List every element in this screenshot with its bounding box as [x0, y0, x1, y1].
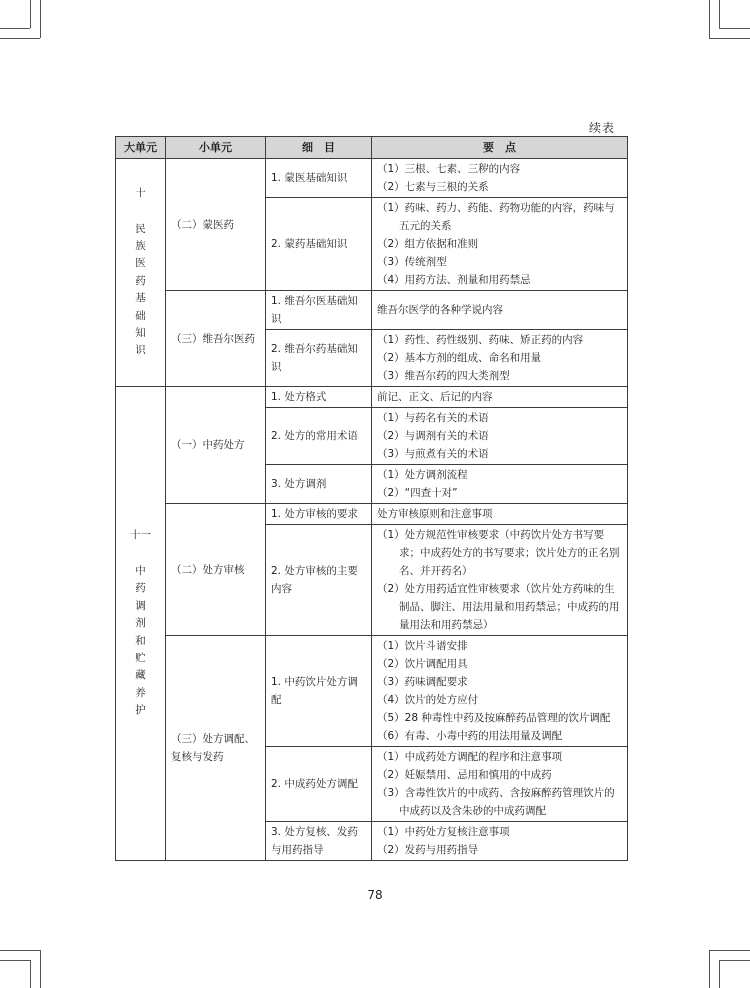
crop-mark: [719, 960, 750, 961]
key-points-cell: [372, 822, 628, 861]
sub-unit-cell: （一）中药处方: [166, 387, 266, 504]
key-points-cell: [372, 198, 628, 291]
crop-mark: [719, 28, 750, 29]
big-unit-char: 调: [135, 599, 146, 612]
key-points-cell: [372, 504, 628, 525]
key-point: （2）与调剂有关的术语: [377, 430, 489, 442]
key-point: （1）三根、七素、三秽的内容: [377, 163, 521, 175]
sub-unit-cell: （三）维吾尔医药: [166, 291, 266, 387]
big-unit-char: 藏: [135, 669, 146, 682]
big-unit-number: 十一: [130, 529, 151, 542]
key-point: （5）28 种毒性中药及按麻醉药品管理的饮片调配: [377, 712, 611, 724]
page-number: 78: [367, 888, 383, 902]
key-point: （3）含毒性饮片的中成药、含按麻醉药管理饮片的中成药以及含朱砂的中成药调配: [377, 787, 615, 817]
table-row: [116, 504, 628, 525]
big-unit-char: 族: [135, 239, 146, 252]
big-unit-cell: [116, 387, 166, 861]
key-point: （2）七素与三根的关系: [377, 181, 489, 193]
key-point: （1）药性、药性级别、药味、矫正药的内容: [377, 334, 584, 346]
crop-mark: [709, 950, 710, 988]
spacer: [116, 545, 165, 563]
key-point: （1）药味、药力、药能、药物功能的内容，药味与五元的关系: [377, 202, 615, 232]
crop-mark: [719, 0, 720, 28]
header-detail: 细 目: [266, 137, 372, 159]
big-unit-char: 医: [135, 257, 146, 270]
detail-cell: 3. 处方调剂: [266, 465, 372, 504]
table-row: [116, 159, 628, 198]
detail-cell: 1. 蒙医基础知识: [266, 159, 372, 198]
table-header-row: [116, 137, 628, 159]
crop-mark: [0, 960, 30, 961]
header-sub-unit: 小单元: [166, 137, 266, 159]
key-points-cell: [372, 465, 628, 504]
key-points-cell: [372, 159, 628, 198]
key-point: （2）“四查十对”: [377, 487, 458, 499]
crop-mark: [709, 38, 750, 39]
table-row: [116, 291, 628, 330]
big-unit-char: 药: [135, 582, 146, 595]
crop-mark: [0, 38, 40, 39]
big-unit-char: 识: [135, 344, 146, 357]
big-unit-char: 中: [135, 564, 146, 577]
detail-cell: 1. 处方格式: [266, 387, 372, 408]
sub-unit-cell: （二）蒙医药: [166, 159, 266, 291]
big-unit-char: 养: [135, 686, 146, 699]
big-unit-cell: [116, 159, 166, 387]
table-row: [116, 636, 628, 747]
big-unit-char: 和: [135, 634, 146, 647]
crop-mark: [40, 0, 41, 38]
key-point: （2）组方依据和准则: [377, 238, 479, 250]
key-points-cell: [372, 330, 628, 387]
key-point: （3）与煎煮有关的术语: [377, 448, 489, 460]
detail-cell: 1. 维吾尔医基础知识: [266, 291, 372, 330]
key-point: 处方审核原则和注意事项: [377, 508, 493, 520]
key-point: （3）传统剂型: [377, 256, 447, 268]
key-points-cell: [372, 747, 628, 822]
crop-mark: [0, 950, 40, 951]
big-unit-char: 基: [135, 292, 146, 305]
key-point: （2）发药与用药指导: [377, 844, 479, 856]
detail-cell: 1. 处方审核的要求: [266, 504, 372, 525]
table-row: [116, 387, 628, 408]
key-point: （2）处方用药适宜性审核要求（饮片处方药味的生制品、脚注、用法用量和用药禁忌；中成药的用量用法和用药禁忌）: [377, 583, 620, 631]
sub-unit-cell: （二）处方审核: [166, 504, 266, 636]
big-unit-char: 民: [135, 222, 146, 235]
key-points-cell: [372, 525, 628, 636]
detail-cell: 3. 处方复核、发药与用药指导: [266, 822, 372, 861]
big-unit-char: 贮: [135, 651, 146, 664]
detail-cell: 2. 中成药处方调配: [266, 747, 372, 822]
key-point: （4）用药方法、剂量和用药禁忌: [377, 274, 531, 286]
key-points-cell: [372, 387, 628, 408]
big-unit-char: 础: [135, 309, 146, 322]
crop-mark: [709, 0, 710, 38]
key-point: （1）处方调剂流程: [377, 469, 468, 481]
header-key-points: 要 点: [372, 137, 628, 159]
key-point: （2）饮片调配用具: [377, 658, 468, 670]
key-point: （2）妊娠禁用、忌用和慎用的中成药: [377, 769, 552, 781]
table-body: [116, 159, 628, 861]
key-point: 前记、正文、后记的内容: [377, 391, 493, 403]
big-unit-char: 知: [135, 327, 146, 340]
crop-mark: [0, 28, 30, 29]
detail-cell: 2. 维吾尔药基础知识: [266, 330, 372, 387]
crop-mark: [40, 950, 41, 988]
detail-cell: 2. 蒙药基础知识: [266, 198, 372, 291]
key-points-cell: [372, 636, 628, 747]
continued-label: 续表: [588, 121, 615, 135]
key-point: （1）处方规范性审核要求（中药饮片处方书写要求；中成药处方的书写要求；饮片处方的正名别名、并开药名）: [377, 529, 620, 577]
key-points-cell: [372, 291, 628, 330]
detail-cell: 2. 处方的常用术语: [266, 408, 372, 465]
big-unit-char: 剂: [135, 617, 146, 630]
detail-cell: 2. 处方审核的主要内容: [266, 525, 372, 636]
key-point: （2）基本方剂的组成、命名和用量: [377, 352, 542, 364]
big-unit-char: 护: [135, 704, 146, 717]
crop-mark: [709, 950, 750, 951]
syllabus-table: [115, 136, 628, 861]
big-unit-number: 十: [135, 187, 146, 200]
key-point: （1）饮片斗谱安排: [377, 640, 468, 652]
key-point: 维吾尔医学的各种学说内容: [377, 304, 503, 316]
key-points-cell: [372, 408, 628, 465]
key-point: （6）有毒、小毒中药的用法用量及调配: [377, 730, 563, 742]
spacer: [116, 203, 165, 221]
crop-mark: [30, 0, 31, 28]
crop-mark: [719, 960, 720, 988]
key-point: （3）维吾尔药的四大类剂型: [377, 370, 510, 382]
key-point: （1）与药名有关的术语: [377, 412, 489, 424]
key-point: （3）药味调配要求: [377, 676, 468, 688]
sub-unit-cell: （三）处方调配、复核与发药: [166, 636, 266, 861]
key-point: （1）中成药处方调配的程序和注意事项: [377, 751, 563, 763]
crop-mark: [30, 960, 31, 988]
header-big-unit: 大单元: [116, 137, 166, 159]
key-point: （4）饮片的处方应付: [377, 694, 479, 706]
key-point: （1）中药处方复核注意事项: [377, 826, 510, 838]
big-unit-char: 药: [135, 274, 146, 287]
detail-cell: 1. 中药饮片处方调配: [266, 636, 372, 747]
